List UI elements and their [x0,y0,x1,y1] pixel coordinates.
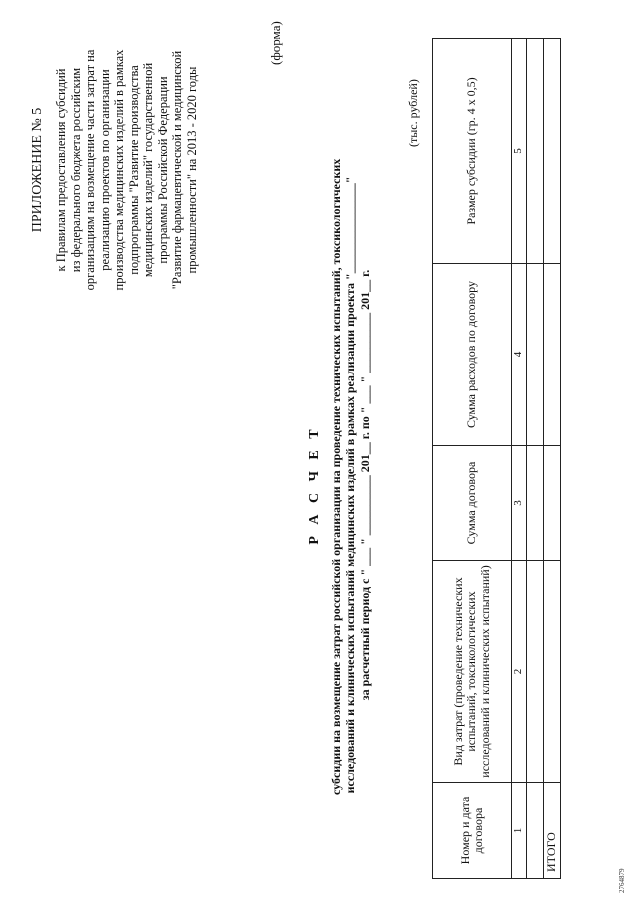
form-label: (форма) [268,21,283,65]
table-cell [544,264,561,446]
annex-line: из федерального бюджета российским [68,67,83,273]
header-cell-contract: Номер и дата договора [433,783,512,879]
heading-title: Р А С Ч Е Т [307,425,322,545]
annex-line: организациям на возмещение части затрат на [83,49,97,291]
column-number: 3 [512,446,527,561]
header-cell-expense-type: Вид затрат (проведение технических испытаний, токсикологических исследований и клинических испытаний) [433,561,512,783]
header-cell-contract-sum: Сумма договора [433,446,512,561]
document-heading [307,158,372,795]
heading-line-1: субсидии на возмещение затрат российской организации на проведение технических испытаний, токсикологических [328,158,343,795]
total-label: ИТОГО [544,783,561,879]
table-total-row [544,39,561,879]
table-number-row [512,39,527,879]
annex-line: к Правилам предоставления субсидий [54,68,68,272]
annex-line: программы Российской Федерации [155,76,170,264]
table-cell [544,446,561,561]
table-cell [527,561,544,783]
annex-line: медицинских изделий" государственной [141,62,155,278]
annex-title: ПРИЛОЖЕНИЕ № 5 [30,107,45,233]
table-cell [527,446,544,561]
table-header-row [433,39,512,879]
annex-line: подпрограммы "Развитие производства [126,65,141,275]
units-label: (тыс. рублей) [406,79,420,147]
table-cell [527,783,544,879]
table-cell [544,561,561,783]
heading-line-2: исследований и клинических испытаний медицинских изделий в рамках реализации проекта "_______________" [343,176,357,794]
header-cell-expense-sum: Сумма расходов по договору [433,264,512,446]
column-number: 5 [512,39,527,264]
annex-line: "Развитие фармацевтической и медицинской [170,50,184,290]
table-cell [544,39,561,264]
table-row [527,39,544,879]
annex-line: производства медицинских изделий в рамках [112,49,126,291]
document-id: 2764879 [618,868,626,893]
annex-line: реализацию проектов по организации [97,69,112,271]
annex-line: промышленности" на 2013 - 2020 годы [184,66,199,274]
table-cell [527,264,544,446]
column-number: 2 [512,561,527,783]
header-cell-subsidy: Размер субсидии (гр. 4 x 0,5) [433,39,512,264]
heading-line-3: за расчетный период с " ___ " __________ 201__ г. по " ___ " __________ 201__ г. [357,269,372,701]
calculation-table [432,38,561,879]
column-number: 4 [512,264,527,446]
column-number: 1 [512,783,527,879]
table-cell [527,39,544,264]
annex-block [30,15,199,325]
